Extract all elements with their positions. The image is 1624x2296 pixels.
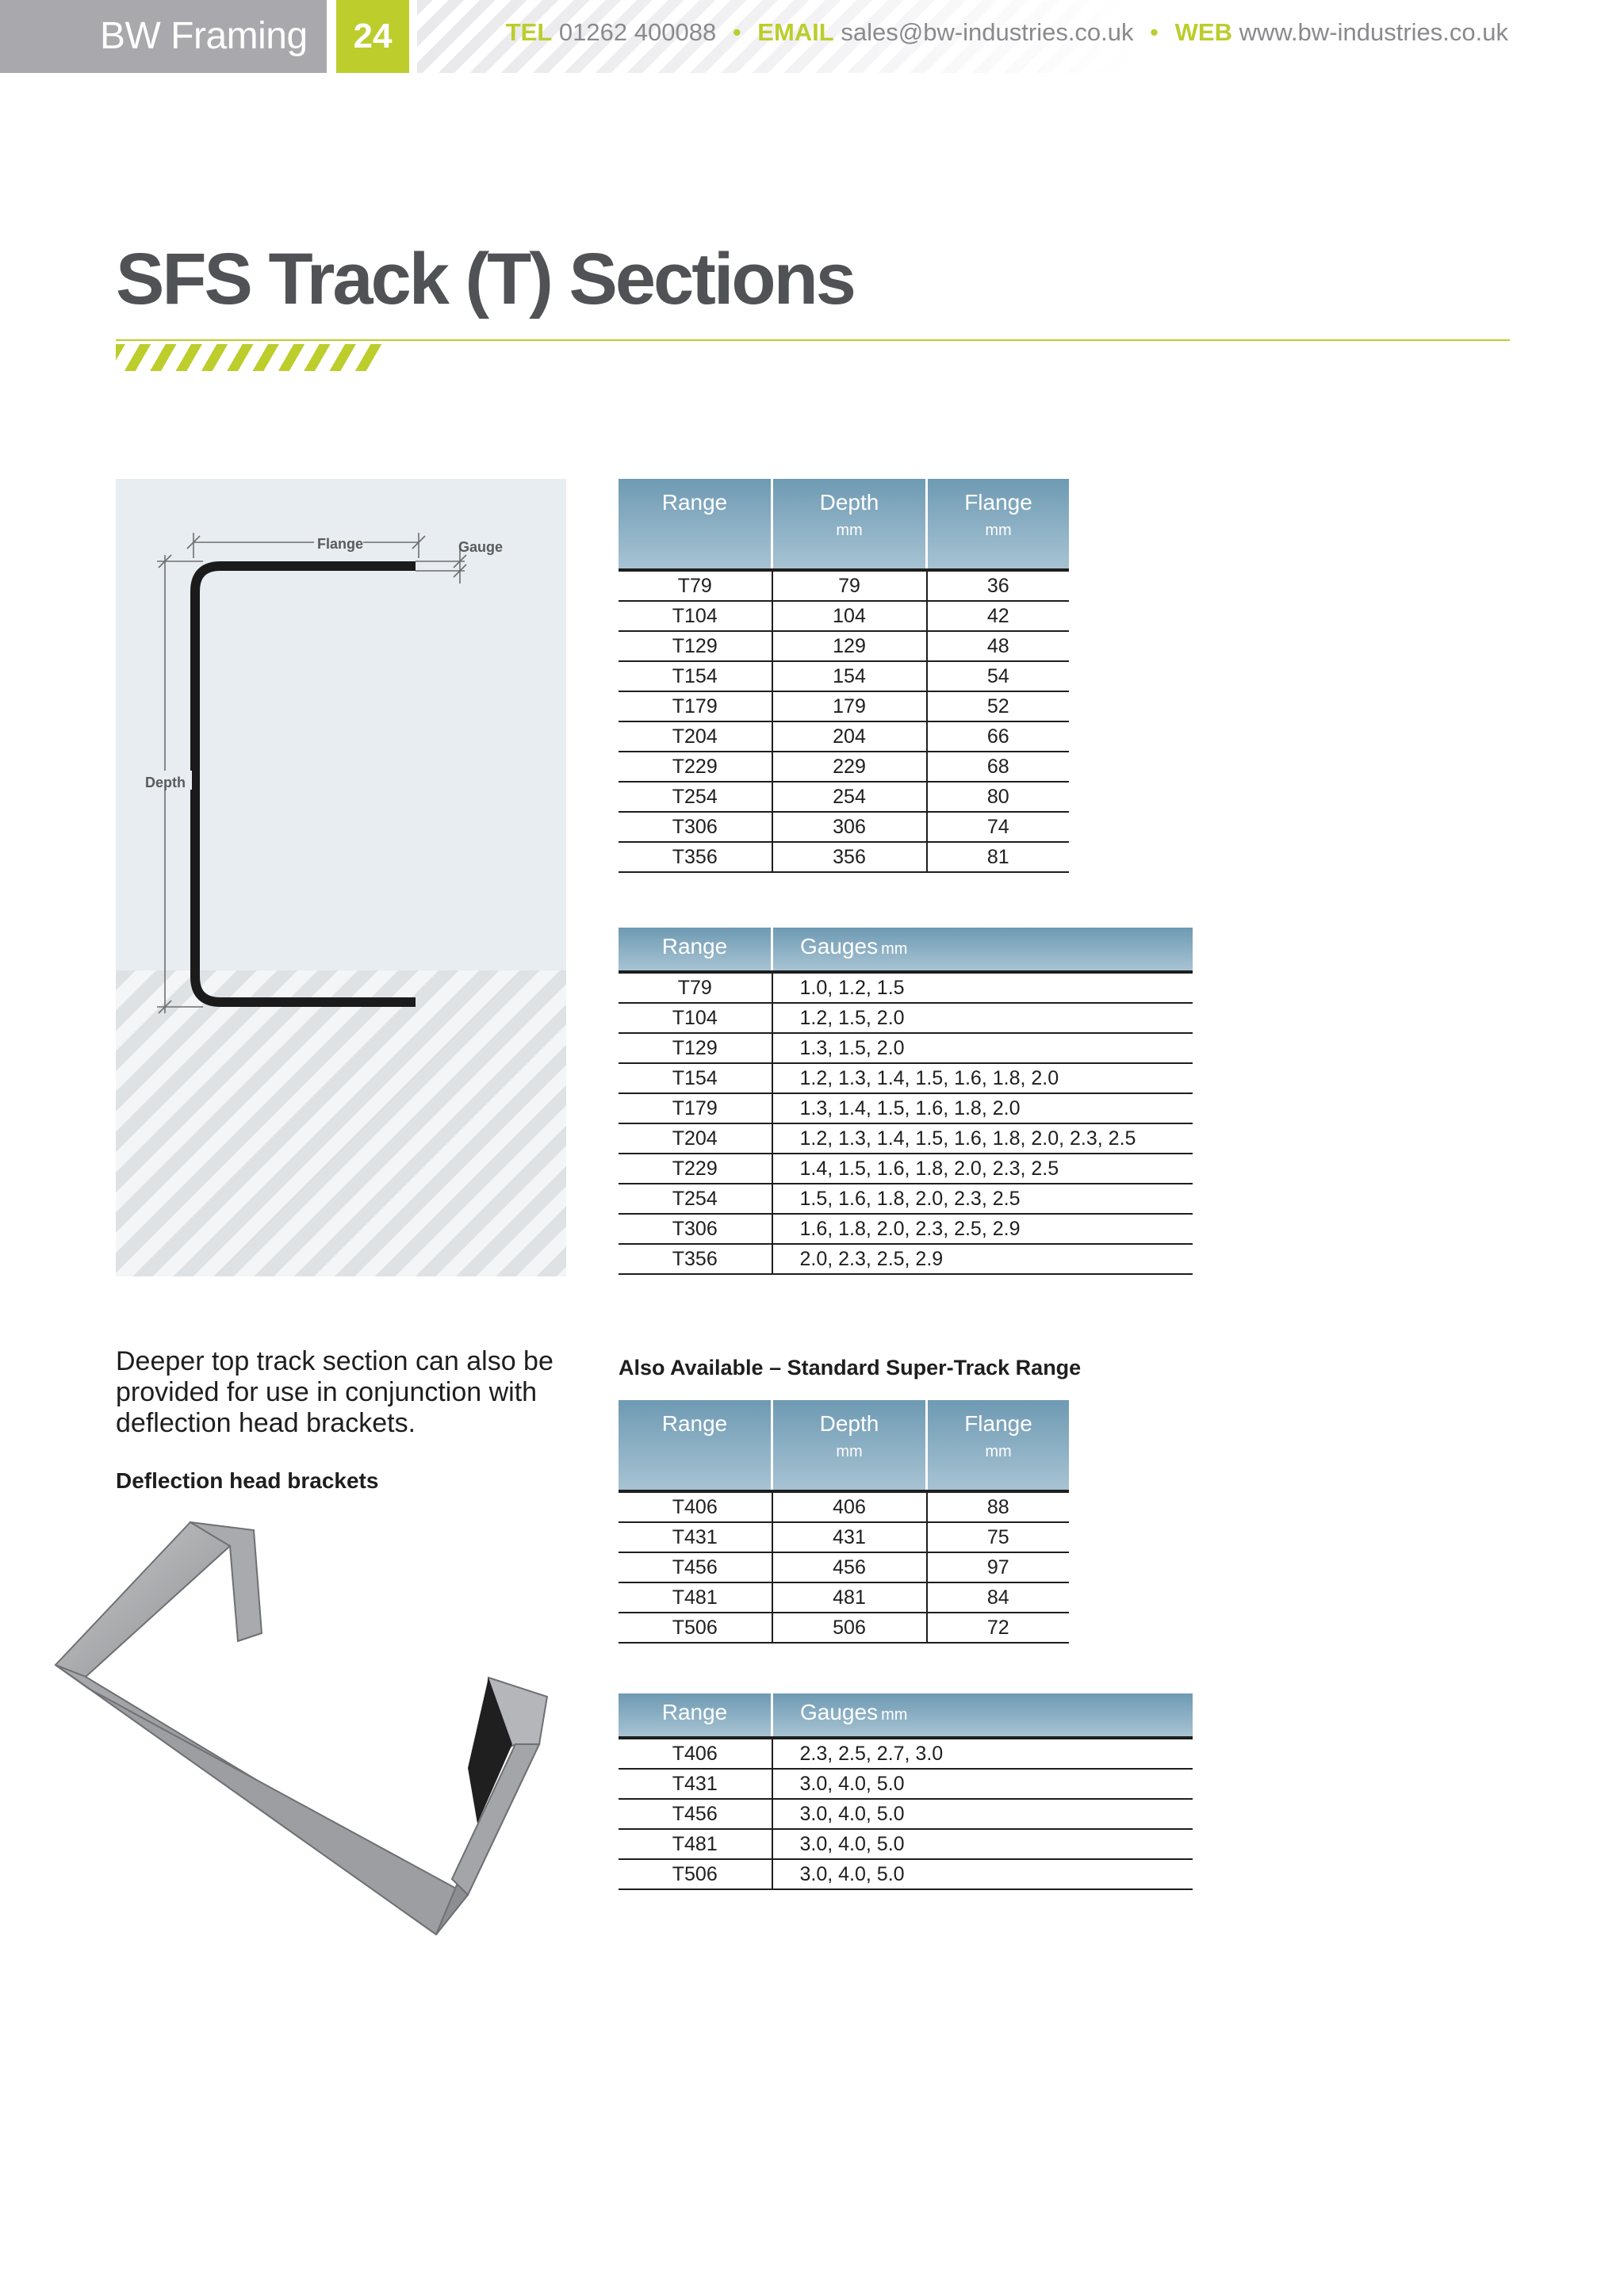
table-cell: T431 [619,1769,772,1799]
table-cell: 75 [927,1522,1070,1552]
table-cell: T406 [619,1738,772,1769]
table-row [619,1003,1193,1033]
table-cell: 72 [927,1613,1070,1643]
table-cell: 154 [772,661,927,691]
table-row [619,1829,1193,1859]
table-row [619,1491,1069,1522]
brand-title: BW Framing [0,0,327,73]
table-cell: T229 [619,1154,772,1184]
table-row [619,812,1069,842]
table-row [619,1184,1193,1214]
track-gauges-table [619,928,1193,1275]
range-column-header: Range [619,479,772,570]
table-cell: 1.0, 1.2, 1.5 [772,972,1193,1003]
table-cell: T104 [619,1003,772,1033]
table-header-row [619,1693,1193,1738]
table-cell: T406 [619,1491,772,1522]
table-cell: 74 [927,812,1070,842]
table-cell: T456 [619,1552,772,1582]
table-cell: T179 [619,1093,772,1123]
table-row [619,1582,1069,1613]
table-cell: 431 [772,1522,927,1552]
table-cell: 1.6, 1.8, 2.0, 2.3, 2.5, 2.9 [772,1214,1193,1244]
gauge-label: Gauge [458,539,504,555]
table-cell: 229 [772,752,927,782]
email-label: EMAIL [757,18,834,46]
flange-column-header: Flange mm [927,1400,1070,1491]
table-row [619,661,1069,691]
table-cell: 1.4, 1.5, 1.6, 1.8, 2.0, 2.3, 2.5 [772,1154,1193,1184]
table-header-row [619,1400,1069,1491]
table-cell: 42 [927,601,1070,631]
table-row [619,972,1193,1003]
table-cell: T154 [619,661,772,691]
table-cell: T129 [619,631,772,661]
separator: • [1150,18,1159,46]
table-row [619,1244,1193,1274]
table-cell: T79 [619,570,772,601]
track-dimensions-table [619,479,1069,873]
table-cell: T204 [619,1123,772,1154]
table-cell: T79 [619,972,772,1003]
table-cell: T456 [619,1799,772,1829]
unit-label: mm [881,940,908,958]
super-track-heading: Also Available – Standard Super-Track Range [619,1356,1082,1380]
table-cell: 456 [772,1552,927,1582]
table-cell: 54 [927,661,1070,691]
table-cell: T306 [619,1214,772,1244]
flange-dimension-line [187,533,425,558]
table-row [619,782,1069,812]
deflection-note: Deeper top track section can also be provided for use in conjunction with deflection head brackets. [116,1346,553,1438]
table-row [619,691,1069,721]
table-cell: 481 [772,1582,927,1613]
table-row [619,1613,1069,1643]
tel-value: 01262 400088 [558,18,717,46]
table-cell: 66 [927,721,1070,752]
table-row [619,1769,1193,1799]
table-row [619,1154,1193,1184]
depth-column-header: Depth mm [772,1400,927,1491]
table-cell: T254 [619,1184,772,1214]
table-cell: 1.3, 1.4, 1.5, 1.6, 1.8, 2.0 [772,1093,1193,1123]
web-label: WEB [1174,18,1232,46]
table-cell: 3.0, 4.0, 5.0 [772,1829,1193,1859]
unit-label: mm [881,1706,908,1724]
table-cell: T204 [619,721,772,752]
table-cell: 179 [772,691,927,721]
table-row [619,842,1069,872]
table-row [619,601,1069,631]
page-title: SFS Track (T) Sections [116,239,854,320]
title-hatch-decoration [116,344,392,371]
table-cell: T481 [619,1829,772,1859]
table-row [619,1552,1069,1582]
table-row [619,570,1069,601]
table-row [619,752,1069,782]
table-cell: 79 [772,570,927,601]
table-cell: 506 [772,1613,927,1643]
deflection-bracket-illustration [40,1506,595,1950]
table-cell: T306 [619,812,772,842]
table-cell: 68 [927,752,1070,782]
table-cell: 84 [927,1582,1070,1613]
track-profile-drawing [116,479,566,1276]
table-cell: 1.2, 1.3, 1.4, 1.5, 1.6, 1.8, 2.0 [772,1063,1193,1093]
track-profile-outline [195,566,416,1002]
table-row [619,1799,1193,1829]
table-cell: 3.0, 4.0, 5.0 [772,1799,1193,1829]
table-cell: 1.3, 1.5, 2.0 [772,1033,1193,1063]
tel-label: TEL [505,18,553,46]
table-row [619,1522,1069,1552]
table-cell: T481 [619,1582,772,1613]
table-cell: 204 [772,721,927,752]
table-row [619,631,1069,661]
gauges-column-header: Gauges mm [772,1693,1193,1738]
table-cell: T154 [619,1063,772,1093]
table-cell: T179 [619,691,772,721]
table-cell: 1.2, 1.5, 2.0 [772,1003,1193,1033]
table-cell: 48 [927,631,1070,661]
title-underline [116,339,1510,341]
unit-label: mm [836,522,863,539]
gauges-column-header: Gauges mm [772,928,1193,972]
unit-label: mm [985,522,1012,539]
bracket-caption: Deflection head brackets [116,1468,379,1493]
table-cell: 1.5, 1.6, 1.8, 2.0, 2.3, 2.5 [772,1184,1193,1214]
range-column-header: Range [619,1400,772,1491]
table-row [619,1093,1193,1123]
table-row [619,1214,1193,1244]
table-cell: T506 [619,1859,772,1889]
super-track-gauges-table [619,1693,1193,1890]
table-cell: 81 [927,842,1070,872]
table-cell: T356 [619,842,772,872]
table-cell: 104 [772,601,927,631]
section-diagram [116,479,566,1276]
table-cell: 36 [927,570,1070,601]
table-cell: 356 [772,842,927,872]
table-cell: 97 [927,1552,1070,1582]
table-header-row [619,479,1069,570]
flange-label: Flange [317,536,364,552]
depth-column-header: Depth mm [772,479,927,570]
table-cell: 88 [927,1491,1070,1522]
table-cell: 306 [772,812,927,842]
range-column-header: Range [619,1693,772,1738]
table-row [619,1033,1193,1063]
web-link[interactable]: www.bw-industries.co.uk [1239,18,1508,46]
table-row [619,1063,1193,1093]
table-cell: T356 [619,1244,772,1274]
unit-label: mm [985,1443,1012,1460]
depth-label: Depth [145,775,186,790]
separator: • [732,18,741,46]
table-cell: 52 [927,691,1070,721]
table-cell: 129 [772,631,927,661]
contact-bar [506,0,1508,65]
table-cell: T129 [619,1033,772,1063]
table-cell: 406 [772,1491,927,1522]
email-link[interactable]: sales@bw-industries.co.uk [841,18,1134,46]
table-cell: T254 [619,782,772,812]
table-cell: 254 [772,782,927,812]
table-cell: T506 [619,1613,772,1643]
table-cell: 3.0, 4.0, 5.0 [772,1859,1193,1889]
table-cell: 80 [927,782,1070,812]
table-header-row [619,928,1193,972]
table-cell: 3.0, 4.0, 5.0 [772,1769,1193,1799]
table-cell: 2.0, 2.3, 2.5, 2.9 [772,1244,1193,1274]
range-column-header: Range [619,928,772,972]
table-row [619,1123,1193,1154]
table-cell: T431 [619,1522,772,1552]
table-cell: T229 [619,752,772,782]
page-number: 24 [336,0,409,73]
unit-label: mm [836,1443,863,1460]
table-row [619,1859,1193,1889]
table-row [619,1738,1193,1769]
table-row [619,721,1069,752]
table-cell: 1.2, 1.3, 1.4, 1.5, 1.6, 1.8, 2.0, 2.3, 2.5 [772,1123,1193,1154]
flange-column-header: Flange mm [927,479,1070,570]
table-cell: T104 [619,601,772,631]
table-cell: 2.3, 2.5, 2.7, 3.0 [772,1738,1193,1769]
super-track-dimensions-table [619,1400,1069,1644]
